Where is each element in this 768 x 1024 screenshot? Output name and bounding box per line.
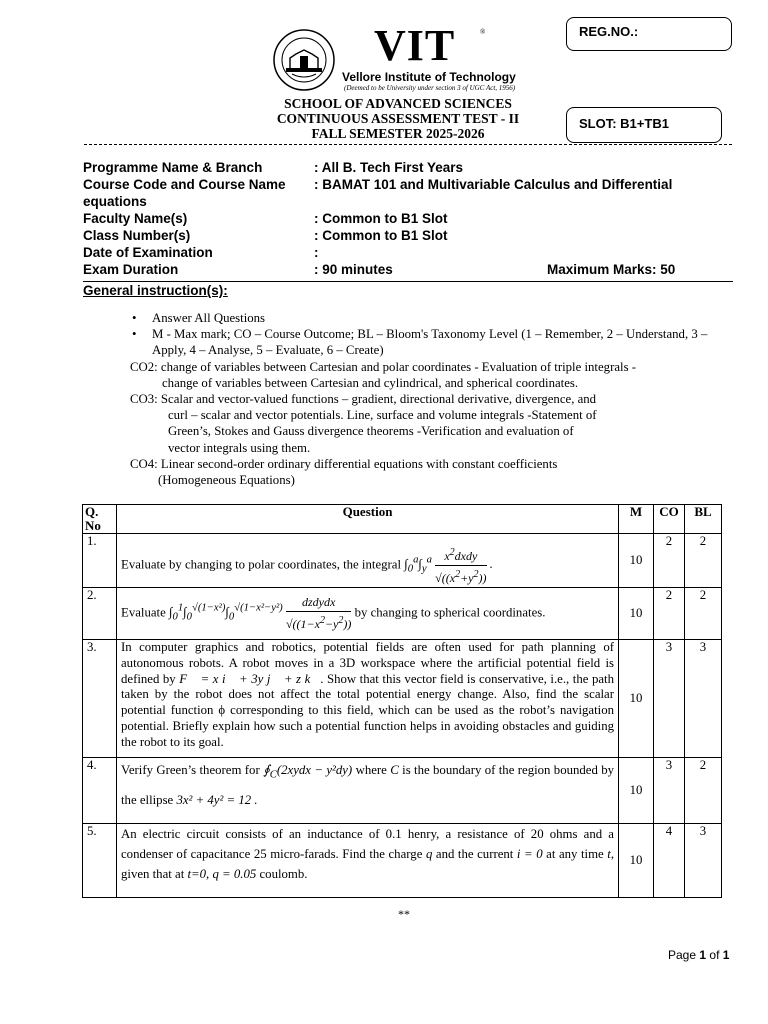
questions-table	[82, 504, 722, 898]
qno-cell: 2.	[83, 588, 117, 640]
class-value: : Common to B1 Slot	[314, 228, 448, 243]
school-name: SCHOOL OF ADVANCED SCIENCES	[284, 96, 512, 111]
bl-cell: 2	[685, 534, 722, 588]
qno-cell: 4.	[83, 758, 117, 824]
bl-cell: 3	[685, 640, 722, 758]
date-label: Date of Examination	[83, 245, 213, 260]
course-label: Course Code and Course Name	[83, 177, 286, 192]
header-bl: BL	[685, 505, 722, 534]
slot-box	[566, 107, 722, 143]
question-cell	[117, 534, 619, 588]
marks-cell: 10	[619, 640, 654, 758]
q1-text: Evaluate by changing to polar coordinates, the integral $\int_0^a\int_y^a$ $x^2dxdy$ $√((x^2+y^2))$ .	[121, 534, 614, 587]
course-value: : BAMAT 101 and Multivariable Calculus and Differential	[314, 177, 673, 192]
marks-cell: 10	[619, 824, 654, 898]
co-cell: 3	[654, 758, 685, 824]
instructions-title: General instruction(s):	[83, 283, 228, 298]
q3-text: In computer graphics and robotics, potential fields are often used for path planning of autonomous robots. A robot moves in a 3D workspace where the artificial potential field is defined by F⃗ = x i⃗ + 3y j⃗ + z k⃗. Show that this vector field is conservative, i.e., the path taken by the robot does not affect the total potential energy change. Also, find the scalar potential function ϕ corresponding to this field, which can be used as the robot’s navigation potential. Briefly explain how such a potential function helps in avoiding obstacles and guiding the robot to its goal.	[121, 640, 614, 749]
vit-logo	[272, 21, 522, 96]
q5-text: An electric circuit consists of an inductance of 0.1 henry, a resistance of 20 ohms and a condenser of capacitance 25 micro-farads. Find the charge q and the current i = 0 at any time t, given that at t=0, q = 0.05 coulomb.	[121, 827, 615, 881]
faculty-label: Faculty Name(s)	[83, 211, 188, 226]
instruction-item: • Answer All Questions	[132, 311, 266, 325]
table-row	[83, 758, 722, 824]
page-number: Page 1 of 1	[668, 948, 730, 962]
q5-initial: t=0, q = 0.05	[187, 867, 257, 881]
bl-cell: 2	[685, 758, 722, 824]
semester-name: FALL SEMESTER 2025-2026	[311, 126, 485, 141]
course-label-continued: equations	[83, 194, 147, 209]
header-co: CO	[654, 505, 685, 534]
dashed-divider	[84, 144, 732, 145]
class-label: Class Number(s)	[83, 228, 191, 243]
q4-ellipse: 3x² + 4y² = 12 .	[176, 792, 258, 807]
co3-outcome: CO3: Scalar and vector-valued functions – gradient, directional derivative, divergence, and curl – scalar and vector potentials. Line, surface and volume integrals -Statement of Green’s, Stokes and Gauss divergence theorems -Verification and evaluation of vector integrals using them.	[130, 392, 597, 455]
programme-value: : All B. Tech First Years	[314, 160, 464, 175]
reg-no-box[interactable]	[566, 17, 732, 51]
co-cell: 2	[654, 534, 685, 588]
q2-integral: $\int_0^1\int_0^{√(1-x^2)}\int_0^{√(1-x^2-y^2)}$ dzdydx $√((1-x^2-y^2))$	[168, 595, 352, 631]
q5-i-zero: i = 0	[516, 847, 543, 861]
q4-line-integral: $∮_C(2xydx - y^2dy)$	[263, 763, 353, 781]
bl-cell: 2	[685, 588, 722, 640]
qno-cell: 1.	[83, 534, 117, 588]
reg-no-label: REG.NO.:	[579, 24, 639, 39]
q1-integral: $\int_0^a\int_y^a$ $x^2dxdy$ $√((x^2+y^2))$ .	[404, 557, 493, 571]
university-seal-icon	[272, 28, 336, 92]
co4-outcome: CO4: Linear second-order ordinary differential equations with constant coefficients (Homogeneous Equations)	[130, 456, 558, 488]
table-row	[83, 640, 722, 758]
registered-mark: ®	[480, 28, 486, 36]
q5-t: t	[607, 847, 611, 861]
question-cell	[117, 758, 619, 824]
qno-cell: 3.	[83, 640, 117, 758]
table-header-row	[83, 505, 722, 534]
q3-vector-field: F⃗ = x i⃗ + 3y j⃗ + z k⃗	[179, 671, 321, 686]
q2-text: Evaluate $\int_0^1\int_0^{√(1-x^2)}\int_0^{√(1-x^2-y^2)}$ dzdydx $√((1-x^2-y^2))$ by changing to spherical coordinates.	[121, 595, 546, 631]
header-qno: Q. No	[83, 505, 117, 534]
table-row	[83, 824, 722, 898]
co2-outcome: CO2: change of variables between Cartesian and polar coordinates - Evaluation of triple integrals - change of variables between Cartesian and cylindrical, and spherical coordinates.	[130, 359, 637, 390]
table-row	[83, 588, 722, 640]
max-marks: Maximum Marks: 50	[547, 262, 676, 277]
bullet-icon: •	[132, 327, 137, 342]
bl-cell: 3	[685, 824, 722, 898]
marks-cell: 10	[619, 534, 654, 588]
bullet-icon: •	[132, 311, 137, 325]
logo-institute-name: Vellore Institute of Technology	[342, 70, 516, 84]
duration-label: Exam Duration	[83, 262, 179, 277]
co-cell: 4	[654, 824, 685, 898]
end-marker: **	[398, 907, 410, 921]
instructions-body	[84, 310, 724, 488]
logo-subtitle: (Deemed to be University under section 3 of UGC Act, 1956)	[344, 84, 516, 92]
question-cell	[117, 640, 619, 758]
faculty-value: : Common to B1 Slot	[314, 211, 448, 226]
test-name: CONTINUOUS ASSESSMENT TEST - II	[276, 111, 520, 126]
programme-label: Programme Name & Branch	[83, 160, 263, 175]
instruction-item: • M - Max mark; CO – Course Outcome; BL – Bloom's Taxonomy Level (1 – Remember, 2 – Understand, 3 – Apply, 4 – Analyse, 5 – Evaluate, 6 – Create)	[132, 327, 708, 358]
co-cell: 3	[654, 640, 685, 758]
date-value: :	[314, 245, 319, 260]
exam-header	[250, 96, 546, 141]
duration-value: : 90 minutes	[314, 262, 393, 277]
marks-cell: 10	[619, 588, 654, 640]
table-row	[83, 534, 722, 588]
q4-text: Verify Green’s theorem for $∮_C(2xydx - y^2dy)$ where C is the boundary of the region bounded by the ellipse 3x² + 4y² = 12 .	[121, 763, 615, 807]
question-cell	[117, 824, 619, 898]
header-question: Question	[117, 505, 619, 534]
co-cell: 2	[654, 588, 685, 640]
marks-cell: 10	[619, 758, 654, 824]
exam-info-block	[83, 159, 733, 278]
header-m: M	[619, 505, 654, 534]
q4-curve: C	[390, 763, 399, 777]
logo-vit-text: VIT	[374, 21, 456, 70]
q5-q: q	[425, 847, 433, 861]
qno-cell: 5.	[83, 824, 117, 898]
info-divider	[83, 281, 733, 282]
question-cell	[117, 588, 619, 640]
slot-label: SLOT: B1+TB1	[579, 116, 669, 131]
